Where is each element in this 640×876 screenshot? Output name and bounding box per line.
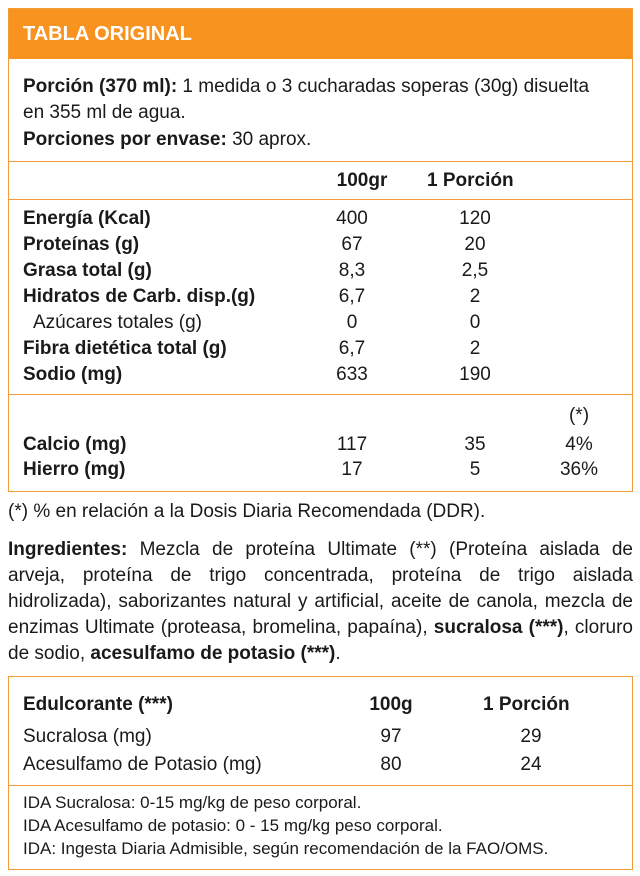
servings-per-pack [23,129,311,151]
row-value-100: 8,3 [338,260,366,281]
ingredients-label: Ingredientes: [8,539,128,560]
ingredients-bold-acesulfame: acesulfamo de potasio (***) [90,643,336,664]
row-value-portion: 20 [464,234,486,255]
ingredients-bold-sucralose: sucralosa (***) [433,617,564,638]
row-value-portion: 120 [459,208,491,229]
row-value-portion: 2 [469,338,481,359]
row-value-100: 400 [336,208,368,229]
divider [9,161,632,162]
ingredients-text: , cloruro de sodio, [8,617,633,664]
row-name: Fibra dietética total (g) [23,338,227,359]
row-value-portion: 5 [469,459,481,480]
divider [9,394,632,395]
portion-text: 1 medida o 3 cucharadas soperas (30g) disuelta [177,76,590,97]
per-pack-label: Porciones por envase: [23,129,227,150]
portion-label: Porción (370 ml): [23,76,178,97]
per-pack-text: 30 aprox. [226,129,312,150]
row-value-portion: 29 [520,726,542,747]
row-value-portion: 2,5 [461,260,489,281]
row-name: Sodio (mg) [23,364,123,385]
row-name: Azúcares totales (g) [33,312,202,333]
row-name: Calcio (mg) [23,434,127,455]
row-value-ddr: 4% [565,434,593,455]
row-name: Acesulfamo de Potasio (mg) [23,754,262,775]
sweetener-table [8,676,633,870]
sweetener-header: Edulcorante (***) [23,694,173,715]
row-value-portion: 2 [469,286,481,307]
row-name: Sucralosa (mg) [23,726,152,747]
divider [9,785,632,786]
column-header-portion: 1 Porción [427,170,514,191]
table-title: TABLA ORIGINAL [9,9,632,59]
serving-line-2: en 355 ml de agua. [23,102,186,123]
row-name: Proteínas (g) [23,234,140,255]
row-value-100: 6,7 [338,286,366,307]
row-name: Hierro (mg) [23,459,126,480]
ida-note: IDA Sucralosa: 0-15 mg/kg de peso corporal. [23,793,362,812]
ddr-footnote: (*) % en relación a la Dosis Diaria Recomendada (DDR). [8,501,486,522]
column-header-portion: 1 Porción [483,694,570,715]
row-value-portion: 35 [464,434,486,455]
divider [9,199,632,200]
row-value-portion: 0 [469,312,481,333]
ida-note: IDA: Ingesta Diaria Admisible, según recomendación de la FAO/OMS. [23,839,549,858]
row-value-100: 0 [346,312,358,333]
row-value-100: 633 [336,364,368,385]
row-value-100: 17 [341,459,363,480]
row-value-100: 6,7 [338,338,366,359]
ida-note: IDA Acesulfamo de potasio: 0 - 15 mg/kg peso corporal. [23,816,443,835]
row-name: Energía (Kcal) [23,208,151,229]
ddr-column-header: (*) [568,405,590,426]
row-name: Grasa total (g) [23,260,152,281]
ingredients-text: . [335,643,341,664]
row-value-100: 80 [380,754,402,775]
ingredients-text: Mezcla de proteína Ultimate (**) (Proteína aislada de arveja, proteína de trigo concentrada, proteína de trigo aislada hidrolizada), saborizantes natural y artificial, aceite de canola, mezcla de enzimas Ultimate (proteasa, bromelina, papaína), [8,539,633,638]
row-value-100: 67 [341,234,363,255]
column-header-100gr: 100gr [336,170,388,191]
row-value-100: 117 [336,434,368,455]
nutrition-table [8,8,633,492]
row-value-portion: 24 [520,754,542,775]
ingredients-paragraph [8,537,633,667]
row-name: Hidratos de Carb. disp.(g) [23,286,256,307]
serving-line-1 [23,76,589,98]
row-value-portion: 190 [459,364,491,385]
column-header-100g: 100g [369,694,413,715]
row-value-100: 97 [380,726,402,747]
row-value-ddr: 36% [559,459,599,480]
